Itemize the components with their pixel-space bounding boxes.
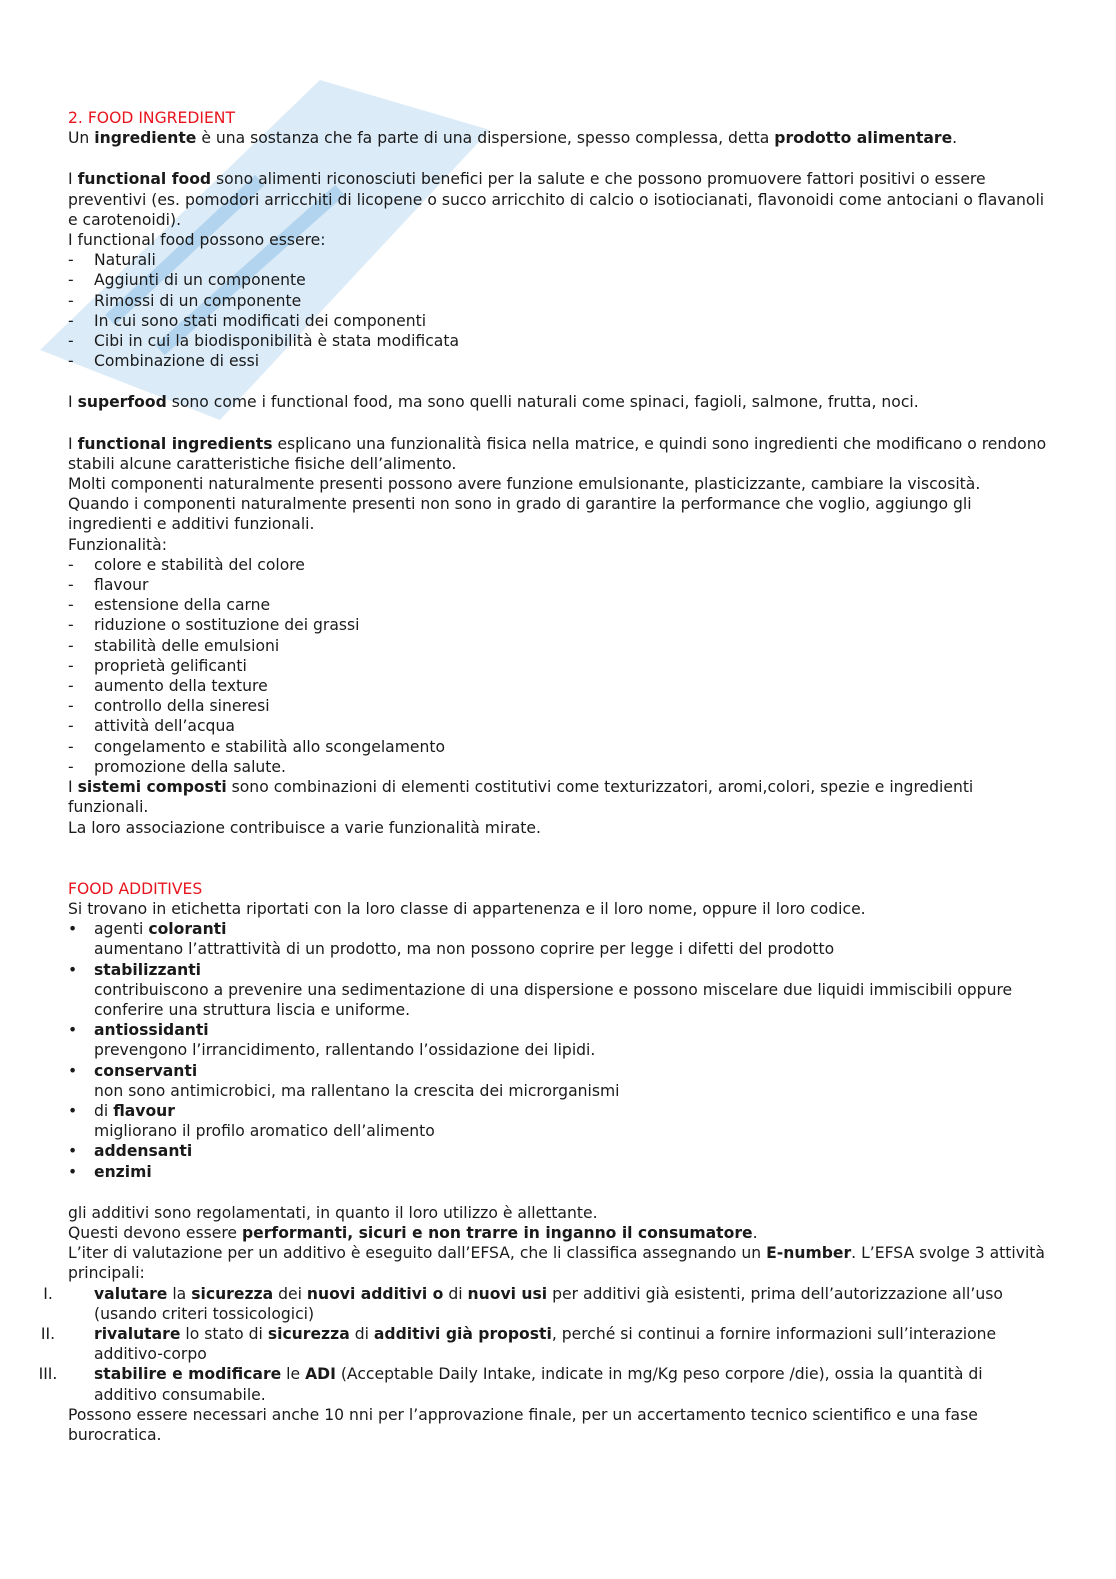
list-item: - promozione della salute. xyxy=(68,757,1048,777)
list-item: - congelamento e stabilità allo scongelamento xyxy=(68,737,1048,757)
list-item: - controllo della sineresi xyxy=(68,696,1048,716)
paragraph-sistemi-composti: I sistemi composti sono combinazioni di elementi costitutivi come texturizzatori, aromi,colori, spezie e ingredienti funzionali. xyxy=(68,778,974,817)
list-item: - Naturali xyxy=(68,250,1048,270)
list-item: - estensione della carne xyxy=(68,595,1048,615)
paragraph-types-intro: I functional food possono essere: xyxy=(68,231,326,250)
paragraph-associazione: La loro associazione contribuisce a varie funzionalità mirate. xyxy=(68,818,541,837)
list-item: - proprietà gelificanti xyxy=(68,656,1048,676)
list-item: • addensanti xyxy=(68,1141,1048,1161)
list-additive-classes xyxy=(68,919,1048,1182)
paragraph-iter-efsa: L’iter di valutazione per un additivo è eseguito dall’EFSA, che li classifica assegnando un E-number. L’EFSA svolge 3 attività principali: xyxy=(68,1244,1045,1283)
paragraph-quando: Quando i componenti naturalmente presenti non sono in grado di garantire la performance che voglio, aggiungo gli ingredienti e additivi funzionali. xyxy=(68,495,972,534)
list-item: • stabilizzanti contribuiscono a prevenire una sedimentazione di una dispersione e possono miscelare due liquidi immiscibili oppure conferire una struttura liscia e uniforme. xyxy=(68,960,1048,1021)
paragraph-molti-componenti: Molti componenti naturalmente presenti possono avere funzione emulsionante, plasticizzante, cambiare la viscosità. xyxy=(68,475,981,494)
list-item: - flavour xyxy=(68,575,1048,595)
list-item: - colore e stabilità del colore xyxy=(68,555,1048,575)
list-item: • antiossidanti prevengono l’irrancidimento, rallentando l’ossidazione dei lipidi. xyxy=(68,1020,1048,1060)
list-item: - Aggiunti di un componente xyxy=(68,270,1048,290)
list-item: - Rimossi di un componente xyxy=(68,291,1048,311)
paragraph-regolamentati: gli additivi sono regolamentati, in quanto il loro utilizzo è allettante. xyxy=(68,1203,598,1222)
list-item: - aumento della texture xyxy=(68,676,1048,696)
paragraph-superfood: I superfood sono come i functional food, ma sono quelli naturali come spinaci, fagioli, salmone, frutta, noci. xyxy=(68,393,919,412)
paragraph-functional-food: I functional food sono alimenti riconosciuti benefici per la salute e che possono promuovere fattori positivi o essere preventivi (es. pomodori arricchiti di licopene o succo arricchito di calcio o isotiocianati, flavonoidi come antociani o flavanoli e carotenoidi). xyxy=(68,170,1045,229)
paragraph-additives-intro: Si trovano in etichetta riportati con la loro classe di appartenenza e il loro nome, oppure il loro codice. xyxy=(68,899,866,918)
list-item: - Cibi in cui la biodisponibilità è stata modificata xyxy=(68,331,1048,351)
list-funzionalita xyxy=(68,555,1048,777)
paragraph-ingrediente: Un ingrediente è una sostanza che fa parte di una dispersione, spesso complessa, detta prodotto alimentare. xyxy=(68,129,958,148)
list-item: II. rivalutare lo stato di sicurezza di additivi già proposti, perché si continui a fornire informazioni sull’interazione additivo-corpo xyxy=(40,1324,997,1364)
list-item: • di flavour migliorano il profilo aromatico dell’alimento xyxy=(68,1101,1048,1141)
list-item: • enzimi xyxy=(68,1162,1048,1182)
paragraph-final: Possono essere necessari anche 10 nni per l’approvazione finale, per un accertamento tecnico scientifico e una fase burocratica. xyxy=(68,1405,978,1444)
list-item: - stabilità delle emulsioni xyxy=(68,636,1048,656)
paragraph-functional-ingredients: I functional ingredients esplicano una funzionalità fisica nella matrice, e quindi sono ingredienti che modificano o rendono stabili alcune caratteristiche fisiche dell’alimento. xyxy=(68,434,1047,473)
list-item: III. stabilire e modificare le ADI (Acceptable Daily Intake, indicate in mg/Kg peso corpore /die), ossia la quantità di additivo consumabile. xyxy=(38,1365,983,1404)
list-item: - Combinazione di essi xyxy=(68,351,1048,371)
list-efsa-activities xyxy=(38,1284,1048,1405)
list-item: • conservanti non sono antimicrobici, ma rallentano la crescita dei microrganismi xyxy=(68,1061,1048,1101)
list-item: - attività dell’acqua xyxy=(68,716,1048,736)
section-heading-food-ingredient: 2. FOOD INGREDIENT xyxy=(68,109,236,127)
list-item: - riduzione o sostituzione dei grassi xyxy=(68,615,1048,635)
list-item: • agenti coloranti aumentano l’attrattività di un prodotto, ma non possono coprire per legge i difetti del prodotto xyxy=(68,919,1048,959)
paragraph-performanti: Questi devono essere performanti, sicuri e non trarre in inganno il consumatore. xyxy=(68,1223,758,1242)
list-functional-food-types xyxy=(68,250,1048,371)
paragraph-funzionalita-intro: Funzionalità: xyxy=(68,535,167,554)
section-heading-food-additives: FOOD ADDITIVES xyxy=(68,879,203,898)
document-page xyxy=(38,108,1048,1445)
list-item: I. valutare la sicurezza dei nuovi additivi o di nuovi usi per additivi già esistenti, prima dell’autorizzazione all’uso (usando criteri tossicologici) xyxy=(43,1284,1003,1323)
list-item: - In cui sono stati modificati dei componenti xyxy=(68,311,1048,331)
